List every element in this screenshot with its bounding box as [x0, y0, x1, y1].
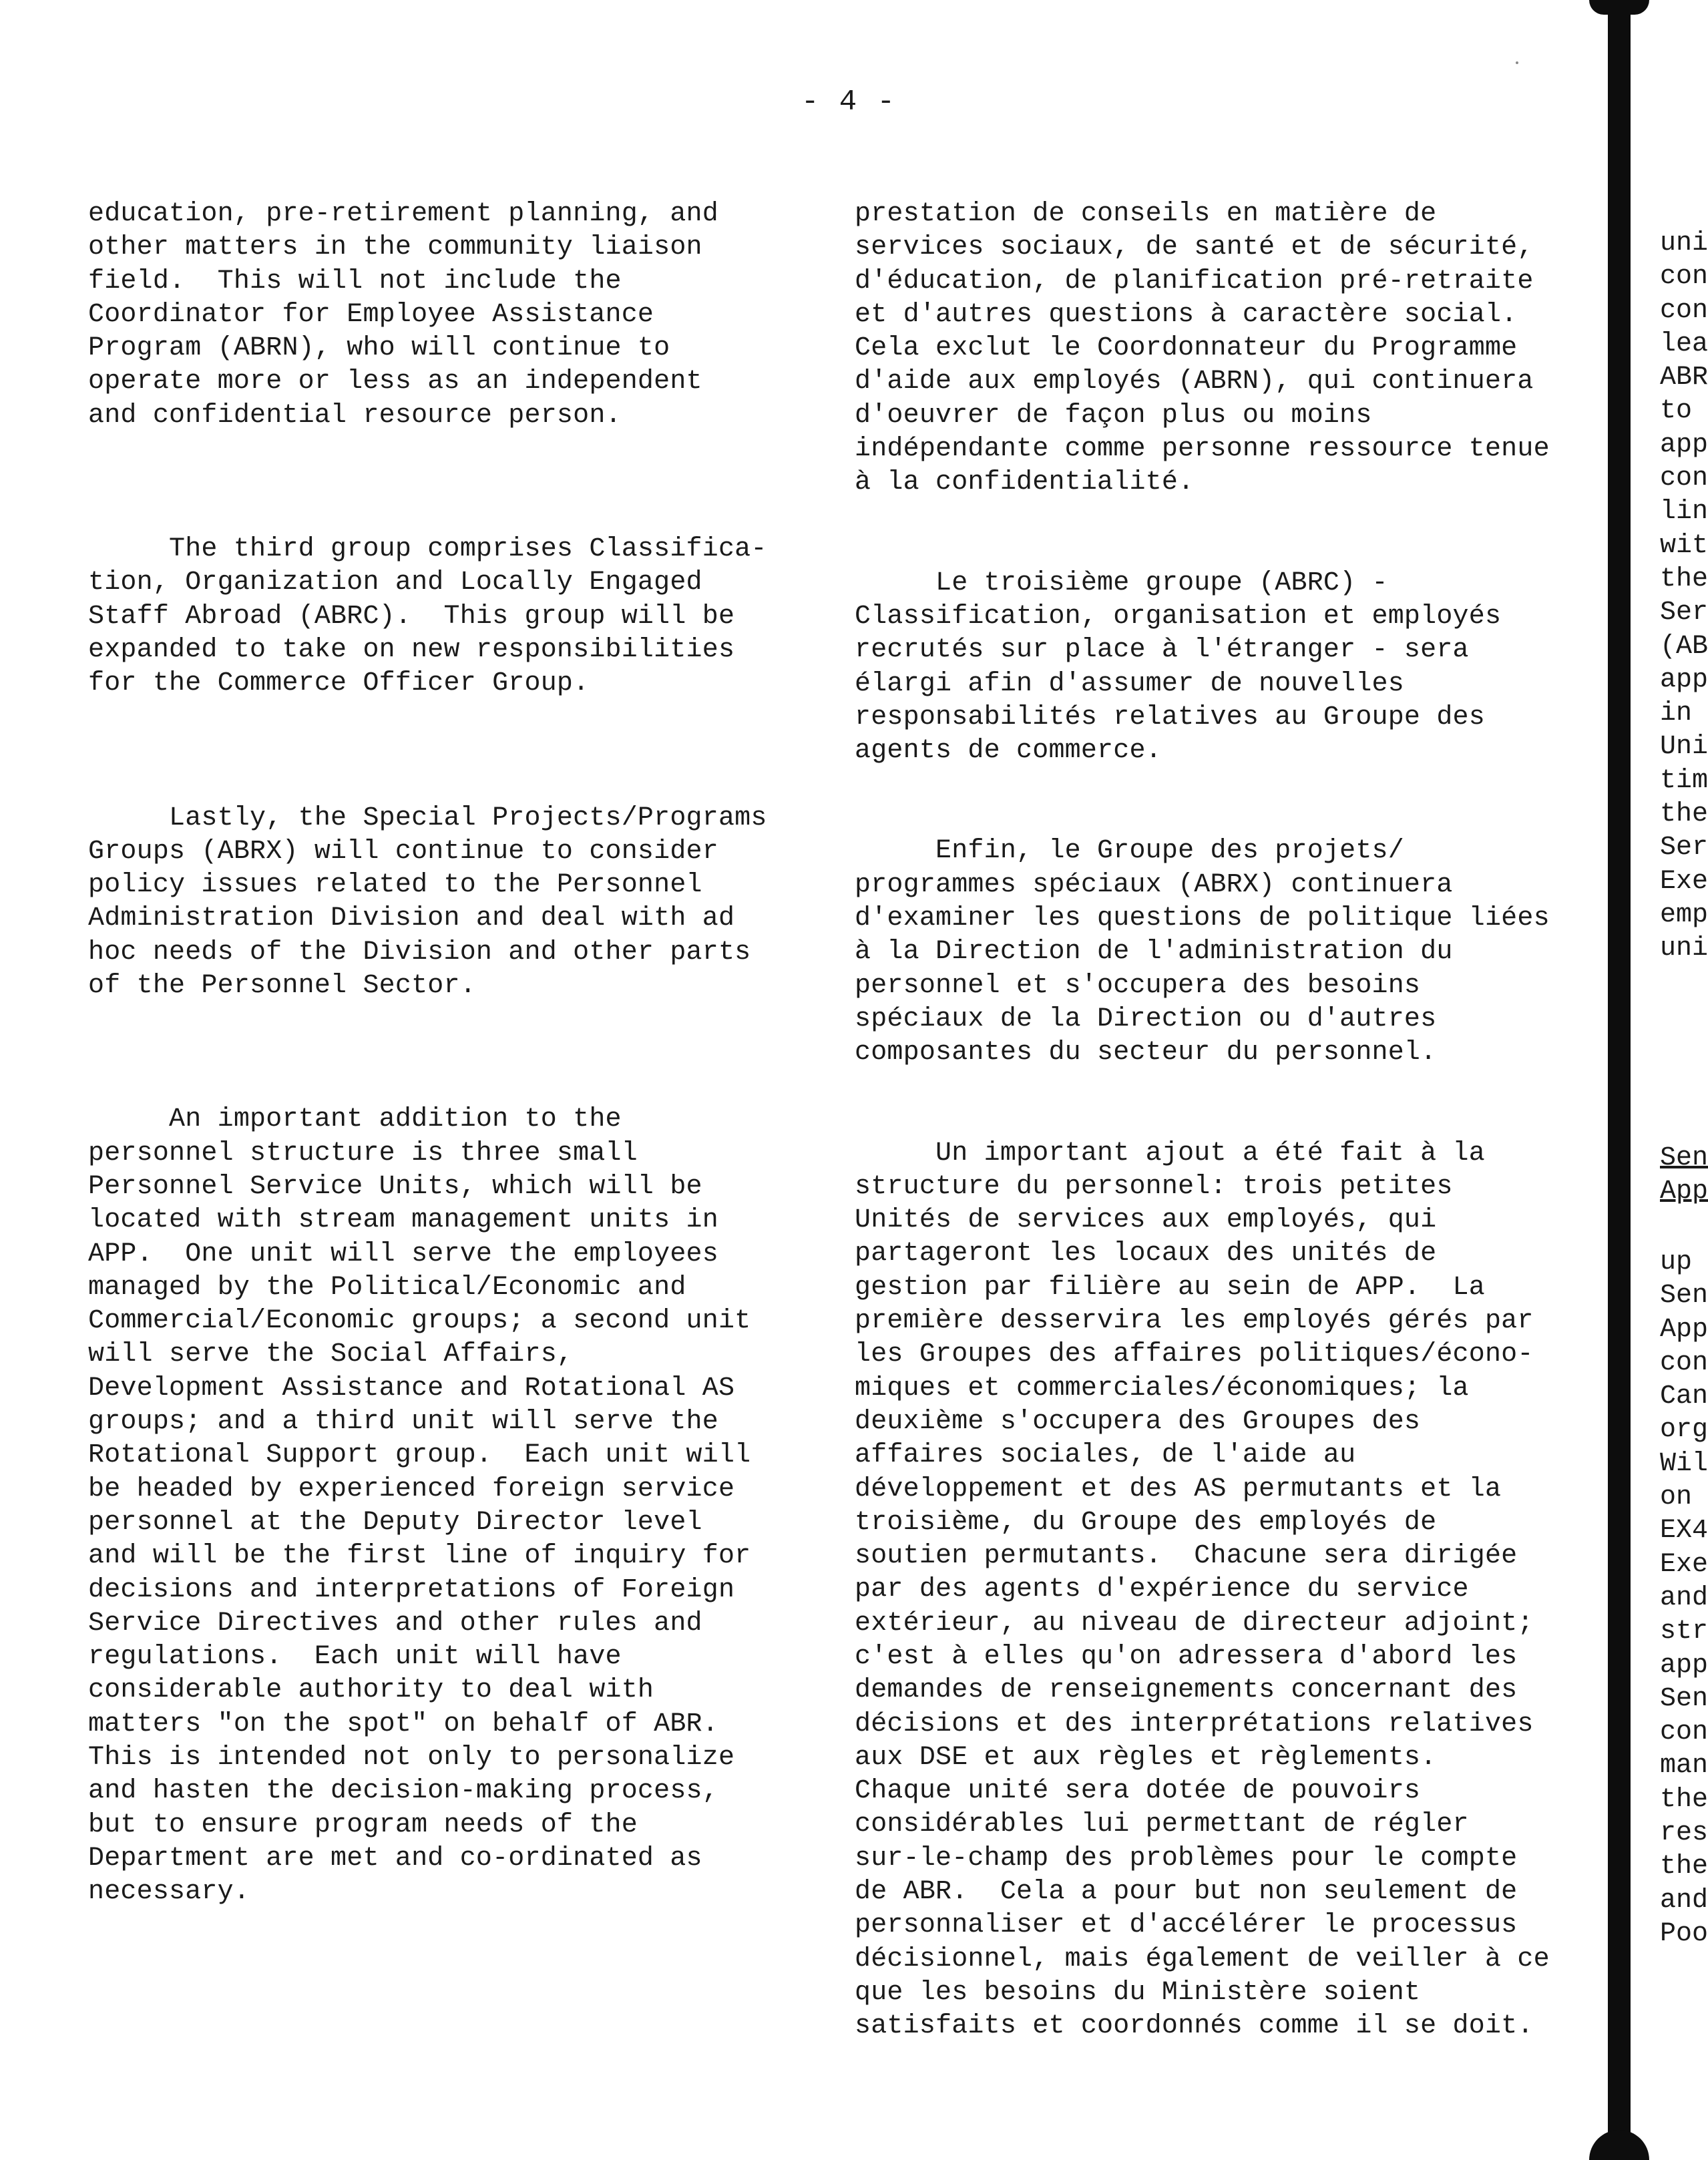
- next-page-heading-fragment: [1660, 1142, 1708, 1209]
- binding-bottom-curl: [1589, 2130, 1649, 2160]
- book-binding-gutter: [1608, 0, 1631, 2160]
- english-paragraph-4: An important addition to the personnel structure is three small Personnel Service Units, which will be located with stream management units in APP. One unit will serve the employees managed by the Political/Economic and Commercial/Economic groups; a second unit will serve the Social Affairs, Development Assistance and Rotational AS groups; and a third unit will serve the Rotational Support group. Each unit will be headed by experienced foreign service personnel at the Deputy Director level and will be the first line of inquiry for decisions and interpretations of Foreign Service Directives and other rules and regulations. Each unit will have considerable authority to deal with matters "on the spot" on behalf of ABR. This is intended not only to personalize and hasten the decision-making process, but to ensure program needs of the Department are met and co-ordinated as necessary.: [88, 1104, 751, 1908]
- binding-top-curl: [1589, 0, 1649, 15]
- next-page-text-b: up Sen App con Can org Wil on EX4 Exe and str app Sen con man the res the and Poo: [1660, 1247, 1708, 1949]
- french-paragraph-2: Le troisième groupe (ABRC) - Classification, organisation et employés recrutés sur place à l'étranger - sera élargi afin d'assumer de nouvelles responsabilités relatives au Groupe des agents de commerce.: [855, 568, 1502, 767]
- english-column: [88, 198, 806, 1909]
- next-page-fragment-top: [1660, 227, 1708, 966]
- next-page-fragment-bottom: [1660, 1246, 1708, 1951]
- french-paragraph-3: Enfin, le Groupe des projets/ programmes spéciaux (ABRX) continuera d'examiner les questions de politique liées à la Direction de l'administration du personnel et s'occupera des besoins spéciaux de la Direction ou d'autres composantes du secteur du personnel.: [855, 836, 1550, 1068]
- next-page-text-a: uni con con lea ABR to app con lin wit the Ser (AB app in Uni tim the Ser Exe emp uni: [1660, 228, 1708, 964]
- english-paragraph-2: The third group comprises Classifica- tion, Organization and Locally Engaged Staff Abroad (ABRC). This group will be expanded to take on new responsibilities for the Commerce Officer Group.: [88, 534, 767, 699]
- scan-speck: [1516, 61, 1518, 64]
- english-paragraph-1: education, pre-retirement planning, and other matters in the community liaison field. This will not include the Coordinator for Employee Assistance Program (ABRN), who will continue to operate more or less as an independent and confidential resource person.: [88, 199, 718, 431]
- page-number: - 4 -: [801, 85, 897, 119]
- french-column: [855, 198, 1596, 2044]
- french-paragraph-4: Un important ajout a été fait à la structure du personnel: trois petites Unités de services aux employés, qui partageront les locaux des unités de gestion par filière au sein de APP. La première desservira les employés gérés par les Groupes des affaires politiques/écono- miques et commerciales/économiques; la deuxième s'occupera des Groupes des affaires sociales, de l'aide au développement et des AS permutants et la troisième, du Groupe des employés de soutien permutants. Chacune sera dirigée par des agents d'expérience du service extérieur, au niveau de directeur adjoint; c'est à elles qu'on adressera d'abord les demandes de renseignements concernant des décisions et des interprétations relatives aux DSE et aux règles et règlements. Chaque unité sera dotée de pouvoirs considérables lui permettant de régler sur-le-champ des problèmes pour le compte de ABR. Cela a pour but non seulement de personnaliser et d'accélérer le processus décisionnel, mais également de veiller à ce que les besoins du Ministère soient satisfaits et coordonnés comme il se doit.: [855, 1138, 1550, 2042]
- english-paragraph-3: Lastly, the Special Projects/Programs Groups (ABRX) will continue to consider policy issues related to the Personnel Administration Division and deal with ad hoc needs of the Division and other parts of the Personnel Sector.: [88, 803, 767, 1002]
- next-page-heading: Sen App: [1660, 1143, 1708, 1207]
- french-paragraph-1: prestation de conseils en matière de services sociaux, de santé et de sécurité, d'éducation, de planification pré-retraite et d'autres questions à caractère social. Cela exclut le Coordonnateur du Programme d'aide aux employés (ABRN), qui continuera d'oeuvrer de façon plus ou moins indépendante comme personne ressource tenue à la confidentialité.: [855, 199, 1550, 498]
